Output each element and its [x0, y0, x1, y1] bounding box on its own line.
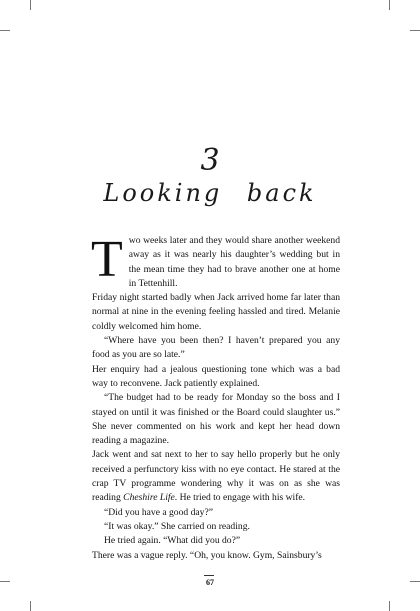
magazine-title: Cheshire Life — [123, 492, 175, 504]
crop-mark-bottom-right-v — [389, 601, 390, 611]
chapter-body — [91, 231, 340, 563]
chapter-title: Looking back — [103, 179, 317, 207]
paragraph — [92, 448, 340, 505]
paragraph-opening-text: wo weeks later and they would share another weekend away as it was nearly his daughter’s wedding but in the mean time they had to brave another one at home in Tettenhill. — [128, 235, 340, 289]
paragraph-text: Jack went and sat next to her to say hello properly but he only received a perfunctory kiss with no eye contact. He stared at the crap TV programme wondering why it was on as she was reading — [92, 449, 340, 504]
crop-mark-top-right-h — [410, 30, 420, 31]
paragraph: Her enquiry had a jealous questioning tone which was a bad way to reconvene. Jack patiently explained. — [92, 363, 340, 389]
paragraph: “It was okay.” She carried on reading. — [104, 520, 250, 532]
paragraph: “Did you have a good day?” — [104, 506, 213, 518]
crop-mark-bottom-left-v — [30, 601, 31, 611]
paragraph: “Where have you been then? I haven’t prepared you any food as you are so late.” — [92, 335, 340, 361]
paragraph-text: . He tried to engage with his wife. — [174, 492, 306, 504]
crop-mark-top-right-v — [389, 0, 390, 10]
paragraph: Friday night started badly when Jack arrived home far later than normal at nine in the evening feeling hassled and tired. Melanie coldly welcomed him home. — [92, 292, 340, 332]
crop-mark-top-left-h — [0, 30, 10, 31]
paragraph-opening — [91, 231, 340, 291]
paragraph: “The budget had to be ready for Monday so the boss and I stayed on until it was finished or the Board could slaughter us.” She never commented on his work and kept her head down reading a magazine. — [92, 392, 340, 447]
chapter-number: 3 — [200, 143, 220, 178]
footer-rule — [204, 575, 214, 576]
paragraph: There was a vague reply. “Oh, you know. Gym, Sainsbury’s — [92, 549, 322, 561]
paragraph: He tried again. “What did you do?” — [104, 535, 241, 547]
crop-mark-top-left-v — [30, 0, 31, 10]
drop-cap: T — [91, 231, 123, 288]
page-number: 67 — [206, 578, 214, 587]
